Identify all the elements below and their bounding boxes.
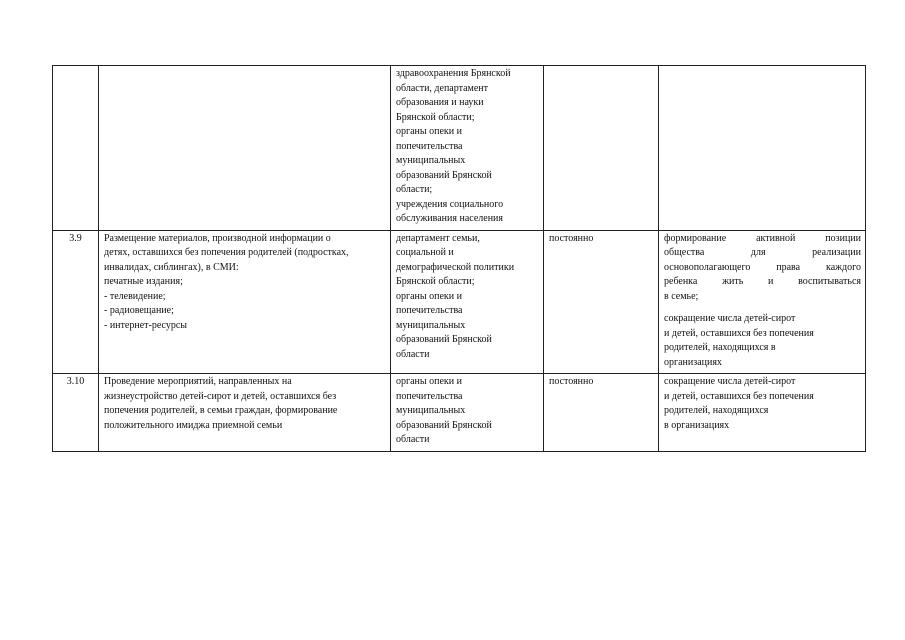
result-line: сокращение числа детей-сирот bbox=[664, 313, 796, 324]
row-number-cell bbox=[53, 374, 99, 452]
executors-line: образований Брянской bbox=[396, 419, 492, 431]
executors-line: муниципальных bbox=[396, 405, 466, 416]
action-line: инвалидах, сиблингах), в СМИ: bbox=[104, 261, 239, 273]
term-cell bbox=[544, 230, 659, 374]
table-row bbox=[53, 66, 866, 231]
result-line: в организациях bbox=[664, 419, 730, 431]
term-cell bbox=[544, 66, 659, 231]
executors-line: образований Брянской bbox=[396, 334, 492, 345]
executors-line: органы опеки и bbox=[396, 290, 462, 302]
action-line: печатные издания; bbox=[104, 276, 183, 287]
executors-cell bbox=[391, 230, 544, 374]
action-line: положительного имиджа приемной семьи bbox=[104, 419, 283, 431]
executors-line: области bbox=[396, 434, 430, 445]
result-cell bbox=[659, 374, 866, 452]
executors-line: демографической политики bbox=[396, 261, 515, 273]
executors-line: учреждения социального bbox=[396, 198, 504, 210]
result-line: родителей, находящихся в bbox=[664, 342, 776, 353]
result-line: ребенка жить и воспитываться bbox=[664, 276, 861, 287]
term-text: постоянно bbox=[549, 232, 594, 244]
executors-line: образования и науки bbox=[396, 97, 484, 108]
term-cell bbox=[544, 374, 659, 452]
action-line: - интернет-ресурсы bbox=[104, 319, 187, 331]
action-line: детях, оставшихся без попечения родителей (подростках, bbox=[104, 247, 349, 258]
table-body bbox=[53, 66, 866, 452]
result-cell bbox=[659, 66, 866, 231]
executors-line: департамент семьи, bbox=[396, 232, 480, 244]
executors-line: области bbox=[396, 348, 430, 360]
executors-line: социальной и bbox=[396, 247, 454, 258]
executors-line: Брянской области; bbox=[396, 276, 475, 287]
result-line: общества для реализации bbox=[664, 247, 861, 258]
executors-line: здравоохранения Брянской bbox=[396, 68, 511, 79]
executors-line: муниципальных bbox=[396, 155, 466, 166]
row-number: 3.9 bbox=[69, 232, 82, 244]
result-line: формирование активной позиции bbox=[664, 232, 861, 244]
result-line: основополагающего права каждого bbox=[664, 261, 861, 273]
executors-line: области; bbox=[396, 184, 433, 195]
action-line: Проведение мероприятий, направленных на bbox=[104, 376, 292, 387]
action-cell bbox=[99, 66, 391, 231]
executors-line: органы опеки и bbox=[396, 126, 462, 137]
table-row bbox=[53, 374, 866, 452]
executors-line: попечительства bbox=[396, 140, 463, 152]
result-cell bbox=[659, 230, 866, 374]
action-cell bbox=[99, 230, 391, 374]
paragraph-gap bbox=[664, 304, 861, 312]
executors-line: муниципальных bbox=[396, 319, 466, 331]
executors-line: области, департамент bbox=[396, 82, 489, 94]
executors-line: попечительства bbox=[396, 390, 463, 402]
executors-line: образований Брянской bbox=[396, 169, 492, 181]
row-number-cell bbox=[53, 230, 99, 374]
action-line: - радиовещание; bbox=[104, 305, 174, 316]
executors-line: Брянской области; bbox=[396, 111, 475, 123]
measures-table bbox=[52, 65, 866, 452]
result-line: и детей, оставшихся без попечения bbox=[664, 327, 814, 339]
action-line: жизнеустройство детей-сирот и детей, оставшихся без bbox=[104, 390, 337, 402]
result-line: организациях bbox=[664, 356, 722, 368]
result-line: и детей, оставшихся без попечения bbox=[664, 390, 814, 402]
action-line: попечения родителей, в семьи граждан, формирование bbox=[104, 405, 338, 416]
result-line: родителей, находящихся bbox=[664, 405, 769, 416]
row-number-cell bbox=[53, 66, 99, 231]
action-line: - телевидение; bbox=[104, 290, 166, 302]
executors-cell bbox=[391, 374, 544, 452]
executors-cell bbox=[391, 66, 544, 231]
executors-line: органы опеки и bbox=[396, 376, 462, 387]
executors-line: обслуживания населения bbox=[396, 213, 503, 224]
action-line: Размещение материалов, производной информации о bbox=[104, 232, 331, 244]
action-cell bbox=[99, 374, 391, 452]
table-row bbox=[53, 230, 866, 374]
executors-line: попечительства bbox=[396, 305, 463, 316]
result-line: в семье; bbox=[664, 290, 699, 302]
row-number: 3.10 bbox=[66, 376, 85, 387]
result-line: сокращение числа детей-сирот bbox=[664, 376, 796, 387]
term-text: постоянно bbox=[549, 376, 594, 387]
